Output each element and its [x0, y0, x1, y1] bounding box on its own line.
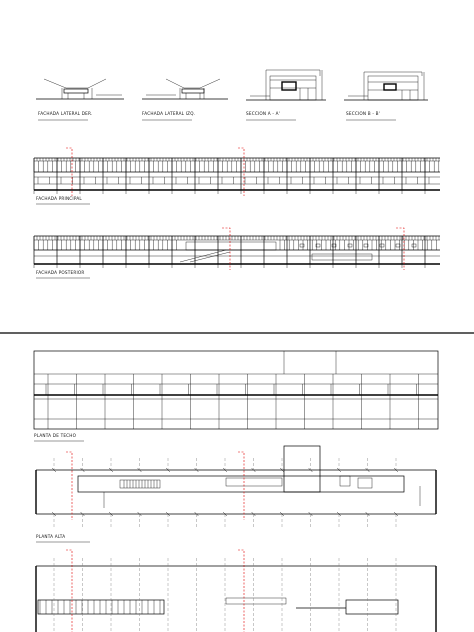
drawing-rect — [300, 244, 304, 247]
label-fachada-lateral-izq: FACHADA LATERAL IZQ. — [142, 111, 196, 116]
section-b-b — [344, 72, 428, 100]
section-cut-markers — [66, 148, 404, 632]
section-a-a — [246, 70, 326, 100]
label-planta-alta: PLANTA ALTA — [36, 534, 66, 539]
elevation-lateral-izq — [142, 79, 228, 99]
elevation-fachada-posterior — [34, 236, 440, 268]
drawing-rect — [412, 244, 416, 247]
drawing-rect — [186, 242, 276, 250]
plan-planta-baja — [36, 558, 436, 632]
label-planta-techo: PLANTA DE TECHO — [34, 433, 77, 438]
elevation-lateral-der — [36, 79, 124, 99]
elevation-fachada-principal — [34, 158, 440, 194]
drawing-rect — [380, 244, 384, 247]
label-fachada-posterior: FACHADA POSTERIOR — [36, 270, 85, 275]
drawing-rect — [348, 244, 352, 247]
label-fachada-principal: FACHADA PRINCIPAL — [36, 196, 82, 201]
label-seccion-a: SECCION A - A' — [246, 111, 280, 116]
plan-planta-alta — [36, 446, 436, 528]
label-fachada-lateral-der: FACHADA LATERAL DER. — [38, 111, 93, 116]
drawing-line — [190, 252, 230, 262]
drawing-rect — [312, 254, 372, 260]
label-seccion-b: SECCION B - B' — [346, 111, 381, 116]
plan-planta-techo — [34, 351, 438, 429]
